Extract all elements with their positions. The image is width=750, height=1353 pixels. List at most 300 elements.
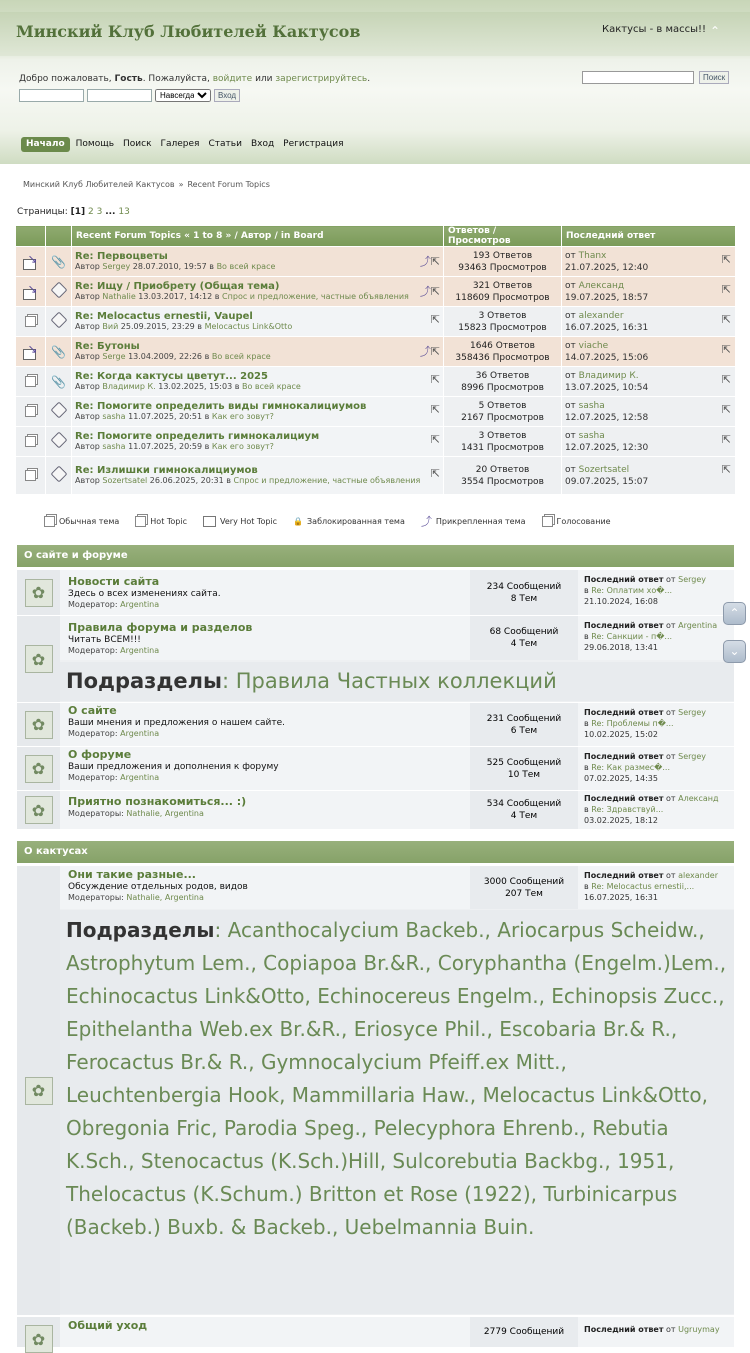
last-by-label: от [565, 430, 579, 441]
topic-icon-cell [16, 337, 46, 367]
header-title-link[interactable]: Recent Forum Topics [76, 231, 181, 241]
board-topics: 4 Тем [510, 811, 538, 821]
author-label: Автор [75, 262, 103, 271]
board-stats [470, 1317, 578, 1347]
cactus-icon[interactable]: ✿ [25, 1077, 53, 1105]
last-post-user-link[interactable]: alexander [678, 871, 719, 880]
board-last-post [578, 866, 734, 909]
topic-icon-cell [16, 397, 46, 427]
last-post-in: в [584, 882, 592, 891]
menu-search[interactable]: Поиск [123, 139, 152, 149]
guest-name: Гость [114, 74, 143, 84]
last-post-topic-link[interactable]: Re: Как размес�... [591, 763, 671, 772]
topic-meta [75, 262, 275, 271]
board-posts: 3000 Сообщений [483, 876, 565, 887]
board-link[interactable]: Во всей красе [241, 382, 301, 391]
last-date: 09.07.2025, 15:07 [565, 476, 649, 487]
topic-last-reply [562, 427, 736, 457]
board-row [17, 570, 734, 615]
cactus-icon[interactable]: ✿ [25, 645, 53, 673]
search-input[interactable] [582, 71, 694, 84]
moderator-link[interactable]: Nathalie, Argentina [126, 809, 204, 818]
last-post-icon[interactable]: ⇱ [721, 283, 731, 296]
last-date: 12.07.2025, 12:58 [565, 412, 649, 423]
last-post-user-link[interactable]: Sergey [678, 752, 706, 761]
last-by-link[interactable]: alexander [578, 310, 624, 321]
header-stats: Ответов / Просмотров [444, 226, 562, 247]
topic-icon-cell [16, 247, 46, 277]
board-moderators [68, 646, 462, 655]
last-by-link[interactable]: Sozertsatel [578, 464, 630, 475]
menu-help[interactable]: Помощь [75, 139, 114, 149]
topic-meta [75, 382, 301, 391]
topic-replies: 20 Ответов [475, 464, 530, 475]
moderator-link[interactable]: Argentina [120, 646, 160, 655]
topic-replies: 5 Ответов [478, 400, 527, 411]
site-title[interactable]: Минский Клуб Любителей Кактусов [16, 22, 361, 41]
topic-title-link[interactable]: Re: Когда кактусы цветут... 2025 [75, 371, 268, 382]
cactus-icon[interactable]: ✿ [25, 755, 53, 783]
topic-title-link[interactable]: Re: Помогите определить виды гимнокалициумов [75, 401, 367, 412]
last-post-icon[interactable]: ⇱ [721, 463, 731, 476]
topic-meta [75, 352, 271, 361]
cactus-icon[interactable]: ✿ [25, 796, 53, 824]
author-link[interactable]: Вий [102, 322, 119, 331]
board-name-link[interactable]: Общий уход [68, 1319, 148, 1332]
board-moderators [68, 600, 462, 609]
author-link[interactable]: Sozertsatel [102, 476, 148, 485]
topic-views: 3554 Просмотров [461, 476, 544, 487]
last-by-link[interactable]: viache [578, 340, 609, 351]
last-post-label: Последний ответ [584, 752, 664, 761]
last-by-label: от [565, 370, 579, 381]
last-post-topic-link[interactable]: Re: Melocactus ernestii,... [591, 882, 695, 891]
register-link[interactable]: зарегистрируйтесь [275, 74, 368, 84]
last-post-label: Последний ответ [584, 1325, 664, 1334]
last-post-topic-link[interactable]: Re: Проблемы п�... [591, 719, 674, 728]
new-post-icon[interactable]: ⇱ [430, 285, 440, 298]
subboard-links[interactable]: Acanthocalycium Backeb., Ariocarpus Scheidw., Astrophytum Lem., Copiapoa Br.&R., Coryphantha (Engelm.)Lem., Echinocactus Link&Otto, Echinocereus Engelm., Echinopsis Zucc., Epithelantha Web.ex Br.&R., Eriosyce Phil., Escobaria Br.& R., Ferocactus Br.& R., Gymnocalycium Pfeiff.ex Mitt., Leuchtenbergia Hook, Mammillaria Haw., Melocactus Link&Otto, Obregonia Fric, Parodia Speg., Pelecyphora Ehrenb., Rebutia K.Sch., Stenocactus (K.Sch.)Hill, Sulcorebutia Backbg., 1951, Thelocactus (K.Schum.) Britton et Rose (1922), Turbinicarpus (Backeb.) Buxb. & Backeb., Uebelmannia Buin. [66, 918, 727, 1239]
category-site-header[interactable]: О сайте и форуме [17, 545, 734, 567]
author-label: Автор [75, 382, 103, 391]
topic-title-link[interactable]: Re: Бутоны [75, 341, 140, 352]
new-post-icon[interactable]: ⇱ [430, 255, 440, 268]
board-name-link[interactable]: Приятно познакомиться... :) [68, 795, 247, 808]
board-moderators [68, 893, 462, 902]
welcome-mid: . Пожалуйста, [142, 74, 213, 84]
topic-meta [75, 476, 420, 485]
paperclip-icon: 📎 [51, 344, 66, 359]
topic-subject [72, 427, 444, 457]
board-icon-cell [17, 616, 60, 702]
topic-icon-cell [46, 247, 72, 277]
last-post-topic-link[interactable]: Re: Санкции - п�... [591, 632, 673, 641]
last-by-label: от [565, 464, 579, 475]
moderators-label: Модератор: [68, 729, 121, 738]
board-row [17, 791, 734, 829]
topic-subject [72, 277, 444, 307]
last-by-link[interactable]: sasha [578, 400, 605, 411]
board-description: Здесь о всех изменениях сайта. [68, 589, 221, 599]
recent-topics-table [15, 225, 736, 495]
board-stats [470, 616, 578, 660]
last-date: 12.07.2025, 12:30 [565, 442, 649, 453]
board-last-post [578, 616, 734, 660]
page-2-link[interactable]: 2 [88, 207, 94, 217]
topic-title-link[interactable]: Re: Излишки гимнокалициумов [75, 465, 258, 476]
topic-title-link[interactable]: Re: Первоцветы [75, 251, 168, 262]
topic-stats [444, 277, 562, 307]
board-icon-cell [17, 866, 60, 1315]
board-moderators [68, 729, 462, 738]
subboards-label: Подразделы [66, 669, 222, 693]
board-topics: 10 Тем [507, 769, 541, 780]
topic-stats [444, 307, 562, 337]
moderators-label: Модераторы: [68, 893, 127, 902]
board-info [60, 570, 470, 615]
breadcrumb-current[interactable]: Recent Forum Topics [187, 180, 270, 189]
board-info [60, 747, 470, 790]
last-by-link[interactable]: sasha [578, 430, 605, 441]
last-post-icon[interactable]: ⇱ [721, 433, 731, 446]
topic-icon-cell [46, 367, 72, 397]
legend-locked [293, 513, 405, 529]
topic-date: 13.02.2025, 15:03 в [155, 382, 242, 391]
author-link[interactable]: Sergey [102, 262, 131, 271]
topic-icon-cell [16, 277, 46, 307]
poll-icon [542, 516, 553, 527]
topic-row [16, 427, 736, 457]
topic-icon-cell [46, 277, 72, 307]
legend-poll-label: Голосование [556, 516, 611, 526]
sticky-topic-icon [23, 256, 39, 268]
board-description: Читать ВСЕМ!!! [68, 635, 141, 645]
board-link[interactable]: Melocactus Link&Otto [204, 322, 293, 331]
author-link[interactable]: Nathalie [102, 292, 136, 301]
tag-icon [50, 466, 67, 483]
board-last-post [578, 791, 734, 829]
cactus-icon[interactable]: ✿ [25, 711, 53, 739]
topic-title-link[interactable]: Re: Помогите определить гимнокалициум [75, 431, 320, 442]
board-posts: 231 Сообщений [486, 713, 562, 724]
last-post-icon[interactable]: ⇱ [721, 373, 731, 386]
legend-very-hot [203, 513, 277, 529]
chevron-up-icon[interactable]: ⌃ [710, 24, 721, 38]
hot-topic-icon [135, 516, 146, 527]
board-topics: 6 Тем [510, 725, 538, 736]
last-post-date: 29.06.2018, 13:41 [584, 643, 658, 652]
topic-icon-cell [16, 367, 46, 397]
board-description: Ваши предложения и дополнения к форуму [68, 762, 279, 772]
author-link[interactable]: Владимир К. [102, 382, 156, 391]
topic-last-reply [562, 247, 736, 277]
last-post-from: от [663, 871, 679, 880]
subboards-separator: : [214, 918, 228, 942]
last-post-in: в [584, 763, 592, 772]
topic-last-reply [562, 367, 736, 397]
topic-icon-cell [46, 427, 72, 457]
topic-meta [75, 322, 292, 331]
topic-meta [75, 442, 274, 451]
topic-date: 13.04.2009, 22:26 в [125, 352, 212, 361]
topics-body [16, 247, 736, 495]
last-date: 21.07.2025, 12:40 [565, 262, 649, 273]
topic-subject [72, 247, 444, 277]
cactus-icon[interactable]: ✿ [25, 579, 53, 607]
board-description: Ваши мнения и предложения о нашем сайте. [68, 718, 285, 728]
menu-gallery[interactable]: Галерея [160, 139, 200, 149]
topic-meta [75, 292, 409, 301]
topic-row [16, 277, 736, 307]
board-icon-cell [17, 1317, 60, 1347]
board-name-link[interactable]: Новости сайта [68, 575, 160, 588]
author-link[interactable]: Serge [102, 352, 126, 361]
page-last-link[interactable]: 13 [118, 207, 130, 217]
subboards-label: Подразделы [66, 918, 215, 942]
new-post-icon[interactable]: ⇱ [430, 467, 440, 480]
header-last-reply: Последний ответ [562, 226, 736, 247]
board-row [17, 1317, 734, 1347]
board-topics: 4 Тем [510, 639, 538, 649]
board-link[interactable]: Спрос и предложение, частные объявления [222, 292, 409, 301]
last-date: 19.07.2025, 18:57 [565, 292, 649, 303]
menu-articles[interactable]: Статьи [208, 139, 242, 149]
page-3-link[interactable]: 3 [96, 207, 103, 217]
last-post-icon[interactable]: ⇱ [721, 253, 731, 266]
header-range-suffix: » / Автор / in Board [222, 231, 324, 241]
sticky-topic-icon [23, 346, 39, 358]
paperclip-icon: 📎 [51, 254, 66, 269]
legend-sticky-label: Прикрепленная тема [435, 516, 526, 526]
last-by-link[interactable]: Владимир К. [578, 370, 639, 381]
author-label: Автор [75, 476, 103, 485]
login-link[interactable]: войдите [212, 74, 253, 84]
breadcrumb [23, 180, 270, 189]
subboards-separator: : [221, 669, 236, 693]
last-post-user-link[interactable]: Sergey [678, 575, 706, 584]
last-by-label: от [565, 310, 579, 321]
board-stats [470, 791, 578, 829]
new-post-icon[interactable]: ⇱ [430, 373, 440, 386]
topic-title-link[interactable]: Re: Melocactus ernestii, Vaupel [75, 311, 253, 322]
topic-row [16, 457, 736, 495]
topic-icon-cell [46, 457, 72, 495]
last-post-from: от [663, 752, 679, 761]
last-post-user-link[interactable]: Александ [678, 794, 719, 803]
last-post-user-link[interactable]: Argentina [678, 621, 718, 630]
header-range: 1 to 8 [193, 231, 223, 241]
last-post-topic-link[interactable]: Re: Оплатим хо�... [591, 586, 673, 595]
board-link[interactable]: Как его зовут? [211, 412, 274, 421]
topic-row [16, 307, 736, 337]
tag-icon [50, 312, 67, 329]
topic-replies: 193 Ответов [472, 250, 533, 261]
breadcrumb-home[interactable]: Минский Клуб Любителей Кактусов [23, 180, 175, 189]
topic-icon [25, 406, 36, 417]
topic-title-link[interactable]: Re: Ищу / Приобрету (Общая тема) [75, 281, 280, 292]
topic-last-reply [562, 277, 736, 307]
header-icon-cell [46, 226, 72, 247]
new-post-icon[interactable]: ⇱ [430, 403, 440, 416]
subboard-link[interactable]: Правила Частных коллекций [235, 669, 557, 693]
breadcrumb-separator: » [178, 180, 184, 189]
topic-stats [444, 337, 562, 367]
legend-poll [542, 513, 611, 529]
board-row [17, 747, 734, 790]
topic-row [16, 397, 736, 427]
board-name-link[interactable]: Они такие разные... [68, 868, 196, 881]
topic-icon-cell [46, 307, 72, 337]
last-post-icon[interactable]: ⇱ [721, 313, 731, 326]
normal-topic-icon [44, 516, 55, 527]
board-info [60, 703, 470, 746]
topic-stats [444, 247, 562, 277]
last-post-user-link[interactable]: Ugruymay [678, 1325, 720, 1334]
board-icon-cell [17, 747, 60, 790]
topic-last-reply [562, 397, 736, 427]
header-subject [72, 226, 444, 247]
topic-date: 13.03.2017, 14:12 в [135, 292, 223, 301]
board-link[interactable]: Во всей красе [211, 352, 271, 361]
topic-views: 15823 Просмотров [458, 322, 547, 333]
legend-hot [135, 513, 187, 529]
moderator-link[interactable]: Nathalie, Argentina [126, 893, 204, 902]
category-cacti-header[interactable]: О кактусах [17, 841, 734, 863]
last-post-topic-link[interactable]: Re: Здравствуй... [591, 805, 664, 814]
last-post-label: Последний ответ [584, 575, 664, 584]
moderator-link[interactable]: Argentina [120, 600, 160, 609]
legend [44, 513, 704, 529]
last-post-in: в [584, 719, 592, 728]
moderators-label: Модераторы: [68, 809, 127, 818]
topics-header-row [16, 226, 736, 247]
board-posts: 2779 Сообщений [483, 1327, 565, 1337]
last-post-in: в [584, 632, 592, 641]
topic-replies: 3 Ответов [478, 430, 527, 441]
scroll-down-icon[interactable]: ⌄ [723, 640, 746, 663]
topic-icon-cell [46, 397, 72, 427]
topic-row [16, 367, 736, 397]
last-post-user-link[interactable]: Sergey [678, 708, 706, 717]
legend-locked-label: Заблокированная тема [307, 516, 405, 526]
last-post-label: Последний ответ [584, 794, 664, 803]
topic-stats [444, 457, 562, 495]
topic-date: 11.07.2025, 20:51 в [125, 412, 212, 421]
menu-login[interactable]: Вход [250, 139, 275, 149]
topic-icon-cell [16, 427, 46, 457]
last-date: 14.07.2025, 15:06 [565, 352, 649, 363]
header-range-prefix: « [181, 231, 194, 241]
last-by-label: от [565, 400, 579, 411]
author-label: Автор [75, 322, 103, 331]
username-input[interactable] [19, 89, 84, 102]
header-icon-cell [16, 226, 46, 247]
legend-hot-label: Hot Topic [150, 516, 187, 526]
password-input[interactable] [87, 89, 152, 102]
header [0, 0, 750, 164]
last-post-from: от [663, 621, 679, 630]
last-post-label: Последний ответ [584, 621, 664, 630]
pin-icon: ⤴ [420, 515, 432, 528]
topic-replies: 321 Ответов [472, 280, 533, 291]
topic-meta [75, 412, 274, 421]
board-link[interactable]: Во всей красе [216, 262, 276, 271]
new-post-icon[interactable]: ⇱ [430, 345, 440, 358]
moderators-label: Модератор: [68, 646, 121, 655]
menu-register[interactable]: Регистрация [283, 139, 344, 149]
moderator-link[interactable]: Argentina [120, 773, 160, 782]
welcome-text [19, 74, 370, 84]
topic-date: 28.07.2010, 19:57 в [130, 262, 217, 271]
pages-ellipsis: ... [105, 207, 116, 217]
topic-replies: 36 Ответов [475, 370, 530, 381]
board-link[interactable]: Как его зовут? [211, 442, 274, 451]
new-post-icon[interactable]: ⇱ [430, 433, 440, 446]
topic-subject [72, 397, 444, 427]
scroll-up-icon[interactable]: ⌃ [723, 602, 746, 625]
board-last-post [578, 1317, 734, 1347]
last-post-icon[interactable]: ⇱ [721, 403, 731, 416]
new-post-icon[interactable]: ⇱ [430, 313, 440, 326]
session-length-select[interactable] [155, 89, 211, 102]
tag-icon [50, 432, 67, 449]
board-moderators [68, 773, 462, 782]
board-posts: 525 Сообщений [486, 757, 562, 768]
pin-icon: ⤴⇱ [419, 255, 440, 268]
cactus-icon[interactable]: ✿ [25, 1325, 53, 1353]
board-info [60, 791, 470, 829]
topic-date: 25.09.2015, 23:29 в [118, 322, 205, 331]
board-name-link[interactable]: О форуме [68, 748, 132, 761]
topic-last-reply [562, 337, 736, 367]
last-post-from: от [663, 708, 679, 717]
board-topics: 8 Тем [510, 593, 538, 604]
login-button[interactable]: Вход [214, 89, 240, 102]
topic-subject [72, 337, 444, 367]
last-post-icon[interactable]: ⇱ [721, 343, 731, 356]
moderator-link[interactable]: Argentina [120, 729, 160, 738]
board-posts: 68 Сообщений [489, 627, 559, 637]
last-by-link[interactable]: Александ [578, 280, 625, 291]
legend-sticky [421, 513, 526, 529]
subboards-site [60, 662, 734, 701]
board-row [17, 703, 734, 746]
menu-home[interactable]: Начало [21, 137, 70, 152]
topic-date: 11.07.2025, 20:59 в [125, 442, 212, 451]
author-link[interactable]: sasha [102, 442, 126, 451]
pagination [17, 207, 130, 217]
last-post-label: Последний ответ [584, 871, 664, 880]
board-name-link[interactable]: Правила форума и разделов [68, 621, 253, 634]
board-moderators [68, 809, 462, 818]
pages-label: Страницы: [17, 207, 71, 217]
last-by-link[interactable]: Thanx [578, 250, 607, 261]
topic-replies: 3 Ответов [478, 310, 527, 321]
board-last-post [578, 570, 734, 615]
topic-subject [72, 457, 444, 495]
board-name-link[interactable]: О сайте [68, 704, 117, 717]
topic-stats [444, 367, 562, 397]
board-stats [470, 570, 578, 615]
board-link[interactable]: Спрос и предложение, частные объявления [233, 476, 421, 485]
legend-very-hot-label: Very Hot Topic [220, 516, 278, 526]
tag-icon [50, 282, 67, 299]
search-button[interactable]: Поиск [699, 71, 729, 84]
topic-views: 118609 Просмотров [455, 292, 550, 303]
topic-icon [25, 316, 36, 327]
legend-normal-label: Обычная тема [59, 516, 120, 526]
author-link[interactable]: sasha [102, 412, 126, 421]
